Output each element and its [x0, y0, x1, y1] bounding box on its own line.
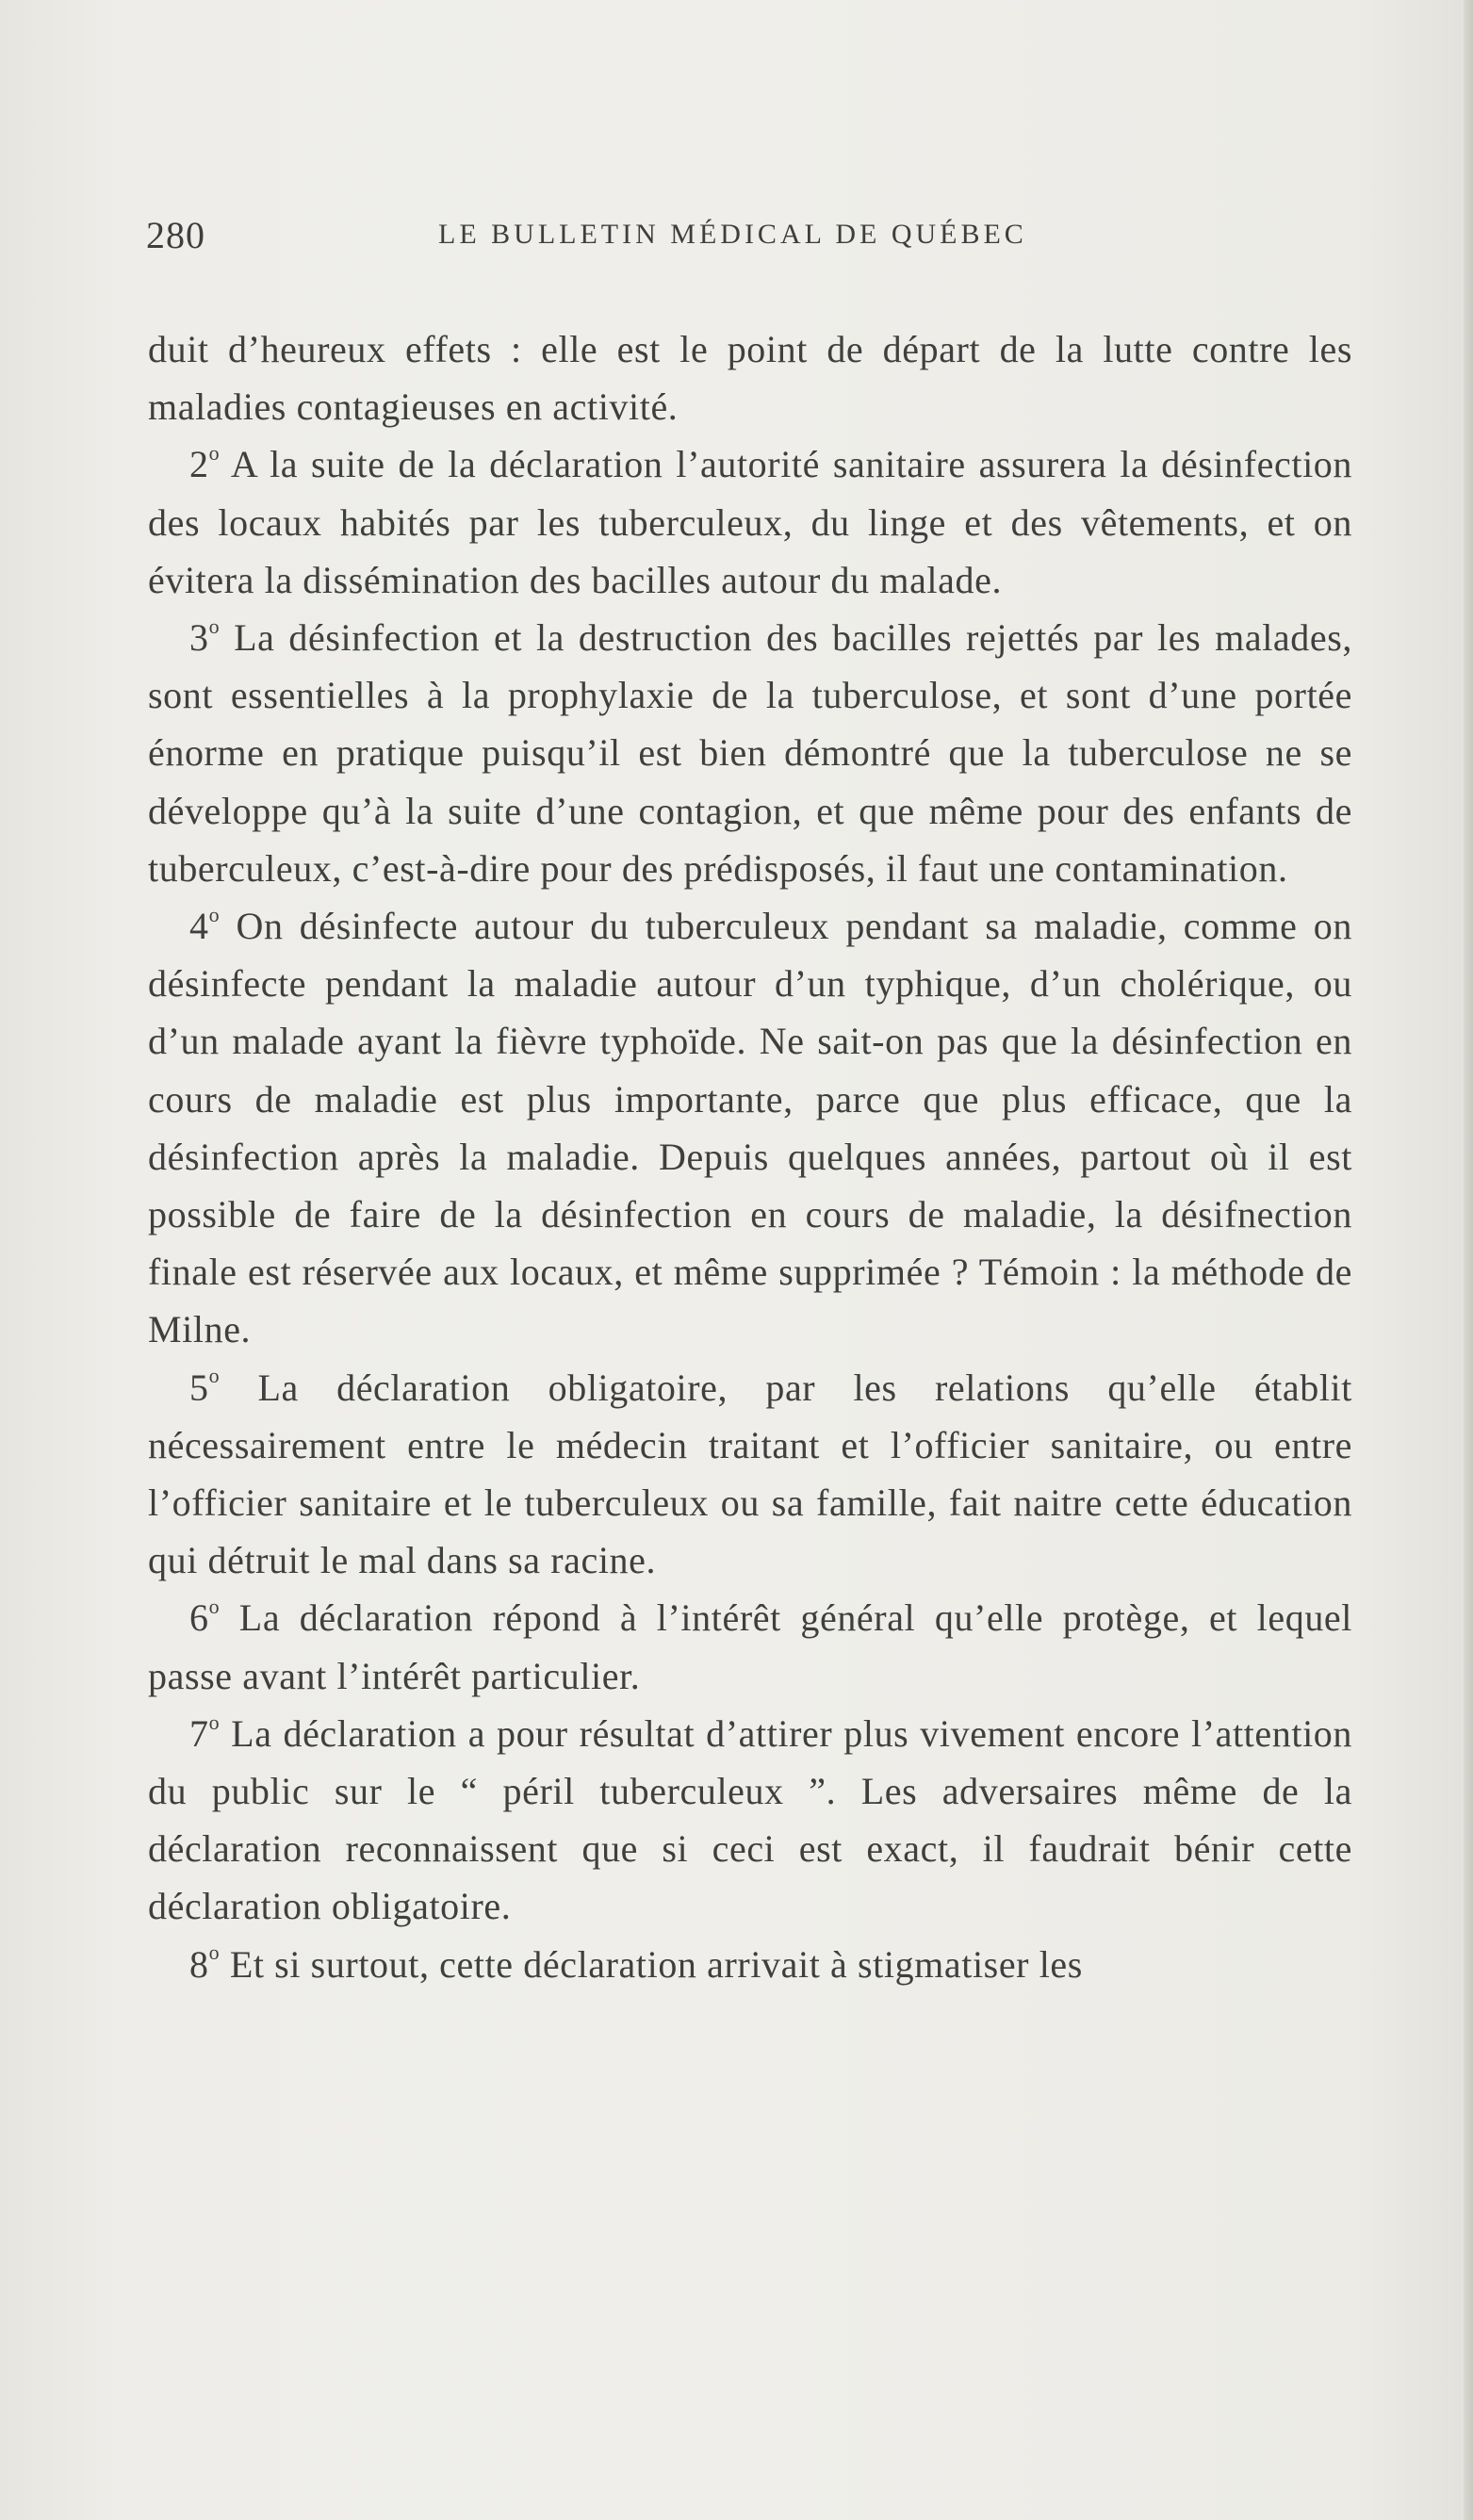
- paragraph-text: A la suite de la déclaration l’autorité sanitaire assurera la désinfection des locaux habités par les tuberculeux, du linge et des vêtements, et on évitera la dissémination des bacilles autour du malade.: [148, 443, 1352, 601]
- numbered-paragraph: [148, 897, 1352, 1359]
- paragraph-continuation: [148, 320, 1352, 435]
- paragraph-text: duit d’heureux effets : elle est le point de départ de la lutte contre les maladies contagieuses en activité.: [148, 328, 1352, 429]
- paragraph-number: 3$^o$: [189, 614, 221, 660]
- paragraph-text: On désinfecte autour du tuberculeux pendant sa maladie, comme on désinfecte pendant la maladie autour d’un typhique, d’un cholérique, ou d’un malade ayant la fièvre typhoïde. Ne sait-on pas que la désinfection en cours de maladie est plus importante, parce que plus efficace, que la désinfection après la maladie. Depuis quelques années, partout où il est possible de faire de la désinfection en cours de maladie, la désifnection finale est réservée aux locaux, et même supprimée ? Témoin : la méthode de Milne.: [148, 905, 1352, 1351]
- paragraph-number: 5$^o$: [189, 1364, 221, 1409]
- paragraph-number: 4$^o$: [189, 902, 221, 948]
- paragraph-text: Et si surtout, cette déclaration arrivait à stigmatiser les: [229, 1942, 1083, 1986]
- running-title: LE BULLETIN MÉDICAL DE QUÉBEC: [438, 219, 1027, 250]
- paragraph-text: La déclaration obligatoire, par les relations qu’elle établit nécessairement entre le médecin traitant et l’officier sanitaire, ou entre l’officier sanitaire et le tuberculeux ou sa famille, fait naitre cette éducation qui détruit le mal dans sa racine.: [148, 1366, 1352, 1582]
- numbered-paragraph: [148, 1936, 1352, 1993]
- paragraph-text: La désinfection et la destruction des bacilles rejettés par les malades, sont essentielles à la prophylaxie de la tuberculose, et sont d’une portée énorme en pratique puisqu’il est bien démontré que la tuberculose ne se développe qu’à la suite d’une contagion, et que même pour des enfants de tuberculeux, c’est-à-dire pour des prédisposés, il faut une contamination.: [148, 616, 1352, 890]
- paragraph-number: 7$^o$: [189, 1710, 221, 1755]
- numbered-paragraph: [148, 609, 1352, 897]
- paragraph-number: 2$^o$: [189, 441, 221, 486]
- page-header: [146, 213, 1362, 270]
- numbered-paragraph: [148, 1705, 1352, 1936]
- article-body: [148, 320, 1352, 1993]
- paragraph-text: La déclaration a pour résultat d’attirer plus vivement encore l’attention du public sur le “ péril tuberculeux ”. Les adversaires même de la déclaration reconnaissent que si ceci est exact, il faudrait bénir cette déclaration obligatoire.: [148, 1711, 1352, 1928]
- numbered-paragraph: [148, 1359, 1352, 1590]
- paragraph-number: 8$^o$: [189, 1940, 221, 1986]
- numbered-paragraph: [148, 1589, 1352, 1704]
- paragraph-text: La déclaration répond à l’intérêt général qu’elle protège, et lequel passe avant l’intérêt particulier.: [148, 1596, 1352, 1697]
- page-number: 280: [146, 214, 205, 256]
- paragraph-number: 6$^o$: [189, 1595, 221, 1640]
- page-edge: [1464, 0, 1473, 2520]
- numbered-paragraph: [148, 435, 1352, 609]
